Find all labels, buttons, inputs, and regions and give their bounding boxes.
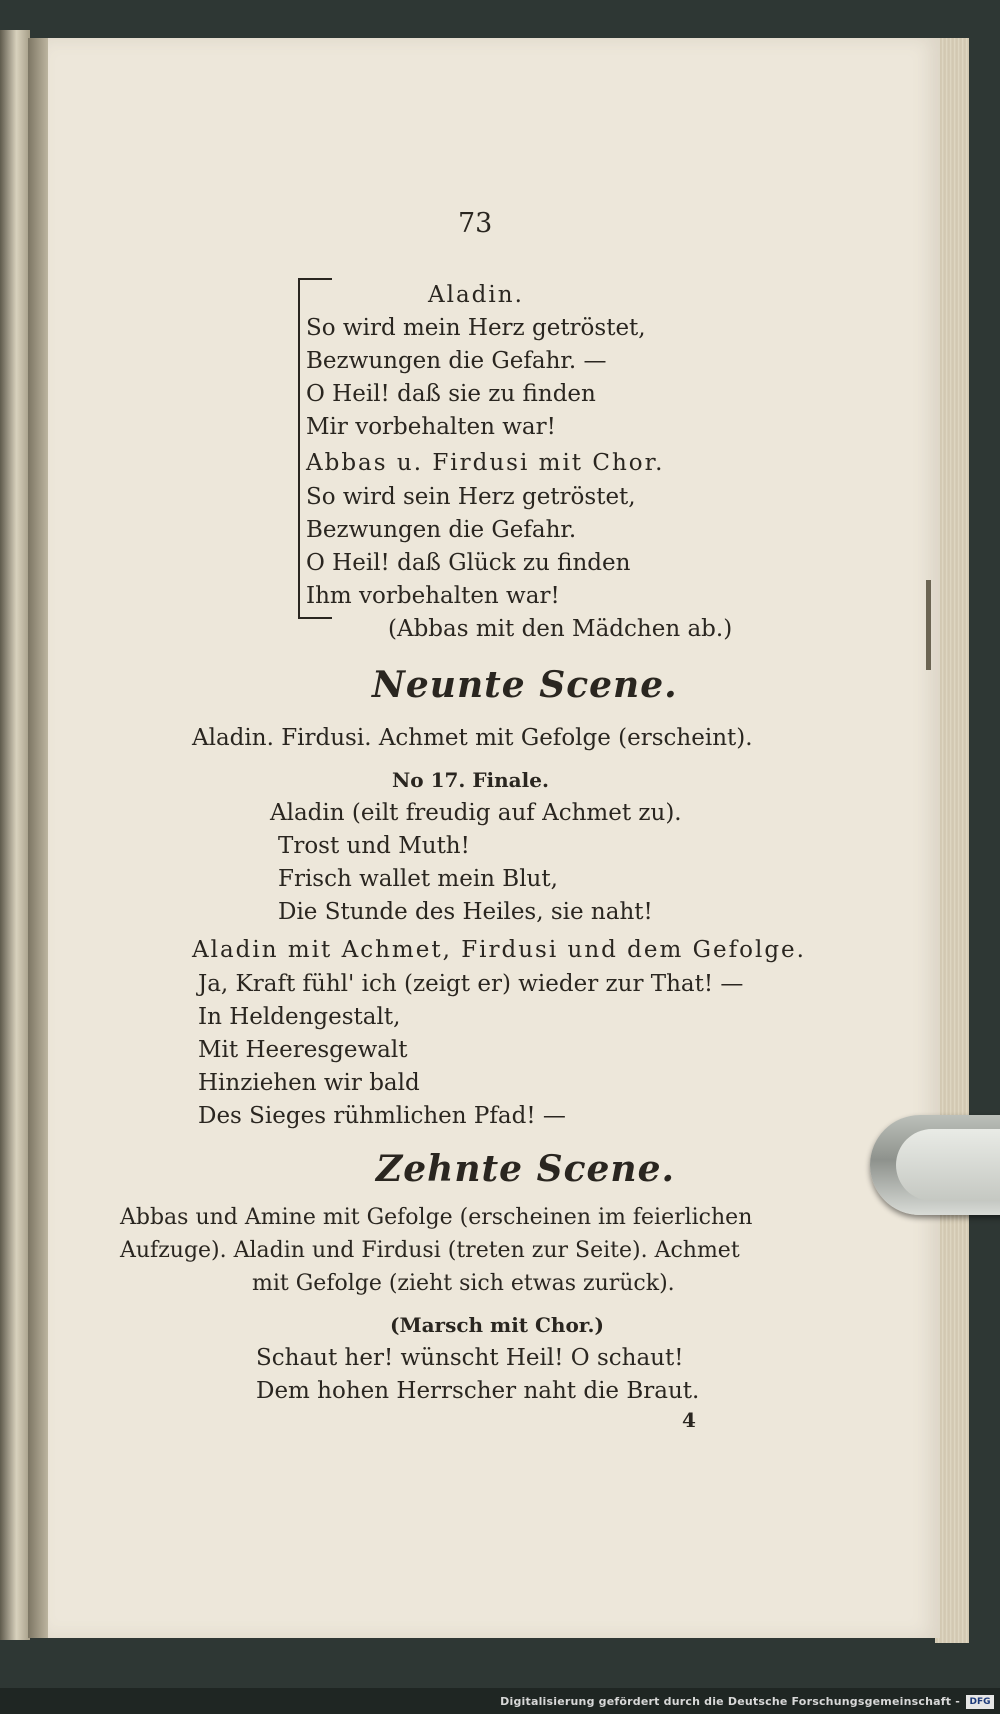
verse-line: Mit Heeresgewalt [198, 1037, 408, 1063]
speaker-chorus: Abbas u. Firdusi mit Chor. [306, 450, 665, 476]
verse-line: In Heldengestalt, [198, 1004, 401, 1030]
page-number: 73 [458, 208, 493, 239]
scene-heading-tenth: Zehnte Scene. [376, 1148, 676, 1190]
stage-direction: Aufzuge). Aladin und Firdusi (treten zur Seite). Achmet [120, 1238, 740, 1263]
verse-line: Ja, Kraft fühl' ich (zeigt er) wieder zur That! — [198, 971, 744, 997]
digitization-credit: Digitalisierung gefördert durch die Deutsche Forschungsgemeinschaft - [500, 1695, 960, 1708]
verse-line: So wird sein Herz getröstet, [306, 484, 636, 510]
page-clip-inner [896, 1129, 1000, 1201]
scene-heading-ninth: Neunte Scene. [372, 664, 678, 706]
verse-line: Mir vorbehalten war! [306, 414, 556, 440]
verse-line: So wird mein Herz getröstet, [306, 315, 646, 341]
stage-direction: (Abbas mit den Mädchen ab.) [388, 616, 733, 642]
dfg-logo: DFG [966, 1695, 994, 1709]
verse-line: Frisch wallet mein Blut, [278, 866, 558, 892]
left-book-edge [0, 30, 30, 1640]
verse-line: Trost und Muth! [278, 833, 470, 859]
speaker-line: Aladin (eilt freudig auf Achmet zu). [270, 800, 682, 826]
footer-bar [0, 1688, 1000, 1714]
speaker-line: Aladin mit Achmet, Firdusi und dem Gefolge. [192, 937, 806, 963]
verse-line: O Heil! daß sie zu finden [306, 381, 596, 407]
stage-direction: Abbas und Amine mit Gefolge (erscheinen im feierlichen [120, 1205, 753, 1230]
verse-line: Ihm vorbehalten war! [306, 583, 560, 609]
verse-line: Des Sieges rühmlichen Pfad! — [198, 1103, 566, 1129]
verse-line: Bezwungen die Gefahr. [306, 517, 577, 543]
verse-line: O Heil! daß Glück zu finden [306, 550, 631, 576]
page-fold-mark [926, 580, 931, 670]
page-edges [935, 38, 969, 1643]
cast-line: Aladin. Firdusi. Achmet mit Gefolge (erscheint). [192, 725, 753, 751]
verse-line: Schaut her! wünscht Heil! O schaut! [256, 1345, 684, 1371]
verse-bracket [298, 278, 304, 618]
march-heading: (Marsch mit Chor.) [390, 1313, 604, 1337]
signature-mark: 4 [682, 1408, 696, 1432]
verse-line: Bezwungen die Gefahr. — [306, 348, 607, 374]
verse-line: Hinziehen wir bald [198, 1070, 420, 1096]
verse-bracket-bottom [298, 617, 332, 619]
verse-line: Die Stunde des Heiles, sie naht! [278, 899, 653, 925]
page-clip [870, 1115, 1000, 1215]
verse-line: Dem hohen Herrscher naht die Braut. [256, 1378, 700, 1404]
verse-bracket-top [298, 278, 332, 280]
number-heading: No 17. Finale. [392, 768, 549, 792]
speaker-aladin: Aladin. [428, 282, 524, 308]
stage-direction: mit Gefolge (zieht sich etwas zurück). [252, 1271, 675, 1296]
